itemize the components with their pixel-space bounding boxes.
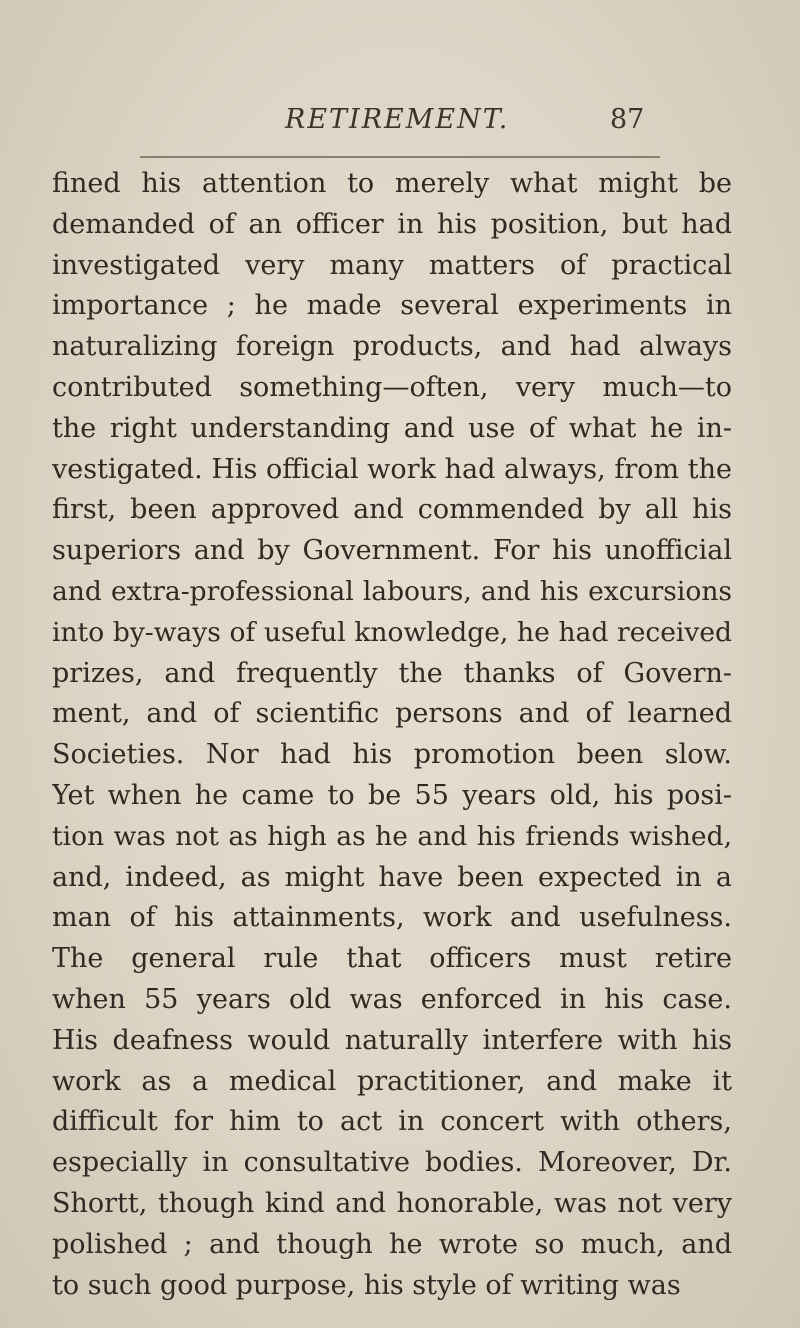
running-head	[0, 92, 800, 136]
text-line: difficult for him to act in concert with others,	[52, 1106, 732, 1138]
text-line: fined his attention to merely what might be	[52, 168, 732, 199]
text-line: work as a medical practitioner, and make it	[52, 1065, 732, 1097]
text-line: and, indeed, as might have been expected in a	[52, 861, 732, 893]
header-rule	[140, 156, 660, 158]
text-line: polished ; and though he wrote so much, and	[52, 1228, 732, 1260]
text-line: tion was not as high as he and his friends wished,	[52, 820, 732, 852]
text-line: importance ; he made several experiments in	[52, 290, 732, 322]
text-line: The general rule that officers must retire	[52, 943, 732, 975]
text-line: into by-ways of useful knowledge, he had received	[52, 616, 732, 648]
text-line: ment, and of scientific persons and of learned	[52, 698, 732, 730]
text-line: Shortt, though kind and honorable, was not very	[52, 1187, 732, 1219]
text-line: His deafness would naturally interfere with his	[52, 1024, 732, 1056]
text-line: contributed something—often, very much—to	[52, 371, 732, 403]
text-line: superiors and by Government. For his unofficial	[52, 535, 732, 567]
text-line: prizes, and frequently the thanks of Govern-	[52, 657, 732, 689]
text-line: first, been approved and commended by all his	[52, 494, 732, 526]
text-line: naturalizing foreign products, and had always	[52, 331, 732, 363]
text-line: when 55 years old was enforced in his case.	[52, 983, 732, 1015]
text-line: vestigated. His official work had always, from the	[52, 453, 732, 485]
text-line: and extra-professional labours, and his excursions	[52, 575, 732, 607]
text-line: the right understanding and use of what he in-	[52, 412, 732, 444]
running-title: RETIREMENT.	[285, 104, 510, 135]
page-number: 87	[610, 104, 645, 135]
text-line: Yet when he came to be 55 years old, his posi-	[52, 779, 732, 811]
text-line: demanded of an officer in his position, but had	[52, 208, 732, 240]
text-line: to such good purpose, his style of writing was	[52, 1269, 681, 1301]
text-line: man of his attainments, work and usefulness.	[52, 902, 732, 934]
text-line: Societies. Nor had his promotion been slow.	[52, 739, 732, 771]
text-line: investigated very many matters of practical	[52, 249, 732, 281]
body-text	[52, 164, 732, 1306]
text-line: especially in consultative bodies. Moreover, Dr.	[52, 1147, 732, 1179]
